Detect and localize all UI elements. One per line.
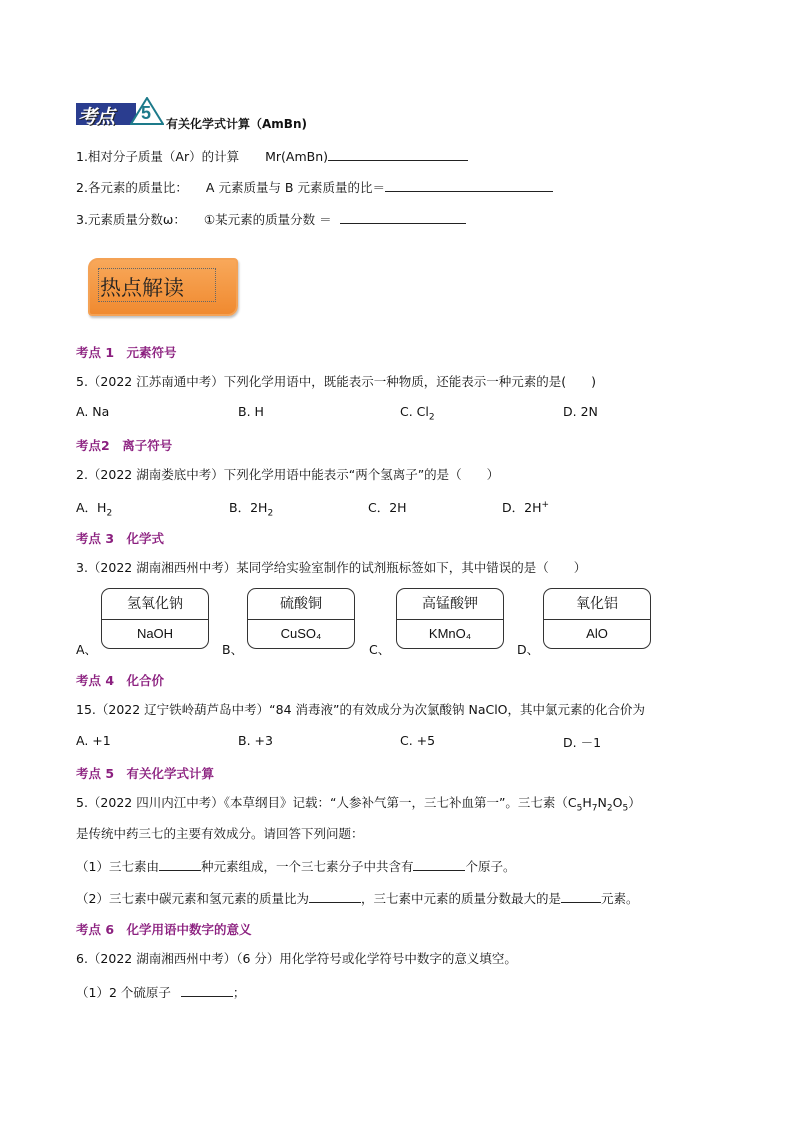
option-d[interactable]: D. －1: [563, 735, 602, 750]
option-c-letter[interactable]: C、: [369, 642, 391, 657]
sub-text: ；: [232, 985, 246, 1000]
section-title: 考点 4 化合价: [76, 673, 165, 688]
option-a-letter[interactable]: A、: [76, 642, 98, 657]
sub-text: 个原子。: [465, 859, 516, 874]
section-title: 考点2 离子符号: [76, 438, 173, 453]
option-b[interactable]: B. H: [238, 404, 264, 419]
sub-question-1: [76, 983, 245, 1001]
reagent-name: 氢氧化钠: [102, 589, 208, 620]
subscript: 2: [106, 508, 113, 519]
answer-blank[interactable]: [561, 889, 601, 903]
option-a[interactable]: [76, 498, 112, 519]
reagent-formula: KMnO₄: [428, 626, 472, 641]
formula-expr: ①某元素的质量分数 ＝: [203, 212, 332, 227]
question-stem: 5.（2022 四川内江中考）《本草纲目》记载：“人参补气第一，三七补血第一”。三七素$(C_5H_7N_2O_5)$: [76, 795, 641, 814]
stem-text: 5.（2022 四川内江中考）《本草纲目》记载：“人参补气第一，三七补血第一”。三七素（C: [76, 795, 577, 810]
option-a[interactable]: A. Na: [76, 404, 110, 419]
formula-label: 1.相对分子质量（Ar）的计算: [76, 149, 240, 164]
formula-label: 3.元素质量分数ω：: [76, 212, 186, 227]
answer-blank[interactable]: [340, 210, 466, 224]
reagent-label-c[interactable]: [396, 588, 504, 649]
superscript: +: [541, 499, 550, 510]
reagent-label-b[interactable]: [247, 588, 355, 649]
sub-text: （1）三七素由: [76, 859, 159, 874]
option-d[interactable]: D. 2N: [563, 404, 598, 419]
reagent-name: 高锰酸钾: [397, 589, 503, 620]
question-stem: 2.（2022 湖南娄底中考）下列化学用语中能表示“两个氢离子”的是（ ）: [76, 467, 500, 482]
option-d[interactable]: [502, 498, 549, 516]
answer-blank[interactable]: [328, 147, 468, 161]
option-d-letter[interactable]: D、: [517, 642, 540, 657]
topic-title: 有关化学式计算（AmBn): [166, 117, 307, 131]
answer-blank[interactable]: [159, 857, 201, 871]
answer-blank[interactable]: [385, 178, 553, 192]
question-stem: 5.（2022 江苏南通中考）下列化学用语中，既能表示一种物质，还能表示一种元素的是( ): [76, 374, 596, 389]
option-text: D．2H: [502, 500, 542, 515]
topic-badge: [76, 99, 164, 128]
option-b[interactable]: B. +3: [238, 733, 273, 748]
answer-blank[interactable]: [309, 889, 361, 903]
reagent-formula: AlO: [586, 626, 608, 641]
option-c[interactable]: [400, 404, 435, 423]
hot-label: 热点解读: [100, 276, 184, 300]
subscript: 2: [267, 508, 274, 519]
option-text: B．2H: [229, 500, 268, 515]
formula-element: H: [582, 795, 592, 810]
option-b[interactable]: [229, 498, 273, 519]
hot-banner: [88, 258, 234, 314]
formula-expr: Mr(AmBn): [265, 149, 329, 164]
sub-text: 种元素组成，一个三七素分子中共含有: [200, 859, 414, 874]
reagent-name: 氧化铝: [544, 589, 650, 620]
question-stem: 15.（2022 辽宁铁岭葫芦岛中考）“84 消毒液”的有效成分为次氯酸钠 NaClO，其中氯元素的化合价为: [76, 702, 646, 717]
sub-question-2: [76, 889, 639, 907]
sub-text: （2）三七素中碳元素和氢元素的质量比为: [76, 891, 309, 906]
answer-blank[interactable]: [181, 983, 233, 997]
subscript: 5: [622, 803, 629, 814]
reagent-formula: CuSO₄: [280, 626, 322, 641]
section-title: 考点 1 元素符号: [76, 345, 177, 360]
formula-element: N: [597, 795, 607, 810]
section-title: 考点 6 化学用语中数字的意义: [76, 922, 252, 937]
sub-question-1: [76, 857, 516, 875]
formula-expr: A 元素质量与 B 元素质量的比＝: [205, 180, 385, 195]
option-text: A．H: [76, 500, 107, 515]
formula-label: 2.各元素的质量比：: [76, 180, 188, 195]
sub-text: ，三七素中元素的质量分数最大的是: [360, 891, 561, 906]
formula-line-1: [76, 147, 468, 165]
subscript: 7: [591, 803, 598, 814]
option-c[interactable]: C. +5: [400, 733, 436, 748]
question-stem: 6.（2022 湖南湘西州中考）（6 分）用化学符号或化学符号中数字的意义填空。: [76, 951, 517, 966]
badge-text: 考点: [78, 106, 115, 128]
section-title: 考点 3 化学式: [76, 531, 165, 546]
sub-text: （1）2 个硫原子: [76, 985, 171, 1000]
section-title: 考点 5 有关化学式计算: [76, 766, 215, 781]
formula-line-3: [76, 210, 466, 228]
subscript: 2: [428, 412, 435, 423]
option-c[interactable]: C．2H: [368, 500, 407, 515]
reagent-label-d[interactable]: [543, 588, 651, 649]
badge-number: 5: [141, 103, 152, 123]
formula-line-2: [76, 178, 553, 196]
reagent-formula: NaOH: [136, 626, 174, 641]
reagent-label-a[interactable]: [101, 588, 209, 649]
formula-element: O: [612, 795, 623, 810]
option-b-letter[interactable]: B、: [222, 642, 244, 657]
answer-blank[interactable]: [413, 857, 465, 871]
question-stem: 3.（2022 湖南湘西州中考）某同学给实验室制作的试剂瓶标签如下，其中错误的是（ ）: [76, 560, 587, 575]
option-text: C. Cl: [400, 404, 429, 419]
subscript: 2: [606, 803, 613, 814]
sub-text: 元素。: [600, 891, 639, 906]
question-stem-cont: 是传统中药三七的主要有效成分。请回答下列问题：: [76, 826, 364, 841]
option-a[interactable]: A. +1: [76, 733, 111, 748]
subscript: 5: [576, 803, 583, 814]
reagent-name: 硫酸铜: [248, 589, 354, 620]
